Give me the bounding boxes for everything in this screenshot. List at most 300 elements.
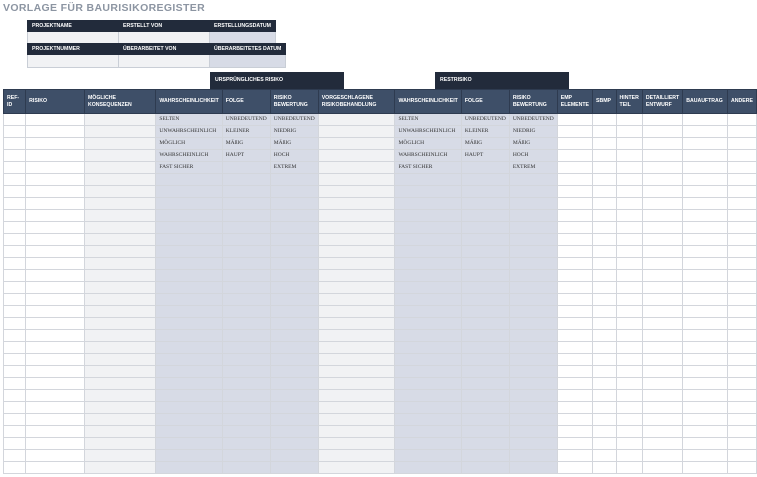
table-cell[interactable]: [270, 222, 318, 234]
table-cell[interactable]: [84, 426, 155, 438]
table-cell[interactable]: [318, 246, 395, 258]
table-cell[interactable]: [26, 246, 85, 258]
table-cell[interactable]: [593, 426, 617, 438]
table-cell[interactable]: [461, 162, 509, 174]
table-cell[interactable]: [461, 330, 509, 342]
table-cell[interactable]: [509, 366, 557, 378]
table-cell[interactable]: [509, 450, 557, 462]
table-cell[interactable]: [642, 426, 682, 438]
table-cell[interactable]: [270, 318, 318, 330]
table-cell[interactable]: [642, 126, 682, 138]
table-cell[interactable]: [4, 270, 26, 282]
table-cell[interactable]: [395, 222, 461, 234]
table-cell[interactable]: [84, 126, 155, 138]
table-cell[interactable]: [728, 450, 757, 462]
table-cell[interactable]: [4, 426, 26, 438]
table-cell[interactable]: [642, 150, 682, 162]
table-cell[interactable]: [461, 258, 509, 270]
table-cell[interactable]: [395, 402, 461, 414]
table-cell[interactable]: [461, 402, 509, 414]
likelihood-option[interactable]: MÖGLICH: [156, 138, 222, 150]
table-cell[interactable]: [461, 174, 509, 186]
table-cell[interactable]: [593, 330, 617, 342]
table-cell[interactable]: [683, 246, 728, 258]
table-cell[interactable]: [270, 282, 318, 294]
table-cell[interactable]: [4, 246, 26, 258]
col-likelihood-original[interactable]: WAHRSCHEINLICHKEIT: [156, 90, 222, 114]
table-cell[interactable]: [593, 306, 617, 318]
table-cell[interactable]: [26, 318, 85, 330]
table-cell[interactable]: [728, 306, 757, 318]
table-cell[interactable]: [84, 150, 155, 162]
table-cell[interactable]: [557, 126, 592, 138]
table-cell[interactable]: [26, 390, 85, 402]
table-cell[interactable]: [318, 462, 395, 474]
table-cell[interactable]: [84, 258, 155, 270]
table-cell[interactable]: [84, 210, 155, 222]
table-cell[interactable]: [318, 282, 395, 294]
likelihood-option[interactable]: WAHRSCHEINLICH: [395, 150, 461, 162]
table-cell[interactable]: [509, 342, 557, 354]
table-cell[interactable]: [318, 426, 395, 438]
revised-by-field[interactable]: [119, 55, 210, 68]
col-other[interactable]: ANDERE: [728, 90, 757, 114]
table-cell[interactable]: [156, 270, 222, 282]
table-cell[interactable]: [593, 246, 617, 258]
table-cell[interactable]: [683, 186, 728, 198]
table-cell[interactable]: [557, 354, 592, 366]
likelihood-option[interactable]: SELTEN: [156, 114, 222, 126]
table-cell[interactable]: [84, 234, 155, 246]
table-cell[interactable]: [593, 402, 617, 414]
table-cell[interactable]: [156, 366, 222, 378]
table-cell[interactable]: [318, 258, 395, 270]
table-cell[interactable]: [318, 318, 395, 330]
table-cell[interactable]: [593, 222, 617, 234]
table-cell[interactable]: [156, 390, 222, 402]
table-cell[interactable]: [642, 138, 682, 150]
table-cell[interactable]: [156, 198, 222, 210]
table-cell[interactable]: [26, 306, 85, 318]
table-cell[interactable]: [270, 438, 318, 450]
table-cell[interactable]: [270, 270, 318, 282]
table-cell[interactable]: [26, 162, 85, 174]
table-cell[interactable]: [222, 282, 270, 294]
rating-option[interactable]: HOCH: [270, 150, 318, 162]
table-cell[interactable]: [395, 414, 461, 426]
table-cell[interactable]: [616, 258, 642, 270]
likelihood-option[interactable]: FAST SICHER: [395, 162, 461, 174]
table-cell[interactable]: [26, 174, 85, 186]
table-cell[interactable]: [84, 198, 155, 210]
table-cell[interactable]: [395, 342, 461, 354]
table-cell[interactable]: [395, 174, 461, 186]
table-cell[interactable]: [593, 414, 617, 426]
table-cell[interactable]: [642, 390, 682, 402]
table-cell[interactable]: [270, 330, 318, 342]
table-cell[interactable]: [222, 330, 270, 342]
table-cell[interactable]: [461, 366, 509, 378]
table-cell[interactable]: [616, 414, 642, 426]
table-cell[interactable]: [84, 114, 155, 126]
table-cell[interactable]: [318, 450, 395, 462]
table-cell[interactable]: [4, 294, 26, 306]
table-cell[interactable]: [683, 270, 728, 282]
table-cell[interactable]: [642, 354, 682, 366]
table-cell[interactable]: [222, 438, 270, 450]
table-cell[interactable]: [26, 402, 85, 414]
table-cell[interactable]: [461, 462, 509, 474]
table-cell[interactable]: [84, 174, 155, 186]
table-cell[interactable]: [318, 198, 395, 210]
table-cell[interactable]: [270, 306, 318, 318]
table-cell[interactable]: [4, 186, 26, 198]
table-cell[interactable]: [616, 462, 642, 474]
consequence-option[interactable]: KLEINER: [222, 126, 270, 138]
table-cell[interactable]: [616, 294, 642, 306]
table-cell[interactable]: [642, 378, 682, 390]
table-cell[interactable]: [270, 390, 318, 402]
table-cell[interactable]: [26, 198, 85, 210]
table-cell[interactable]: [270, 414, 318, 426]
table-cell[interactable]: [4, 234, 26, 246]
table-cell[interactable]: [395, 294, 461, 306]
table-cell[interactable]: [728, 138, 757, 150]
table-cell[interactable]: [4, 162, 26, 174]
col-emp-elements[interactable]: EMP ELEMENTE: [557, 90, 592, 114]
table-cell[interactable]: [642, 246, 682, 258]
table-cell[interactable]: [509, 186, 557, 198]
table-cell[interactable]: [318, 306, 395, 318]
table-cell[interactable]: [156, 330, 222, 342]
table-cell[interactable]: [26, 378, 85, 390]
rating-option[interactable]: HOCH: [509, 150, 557, 162]
col-rating-original[interactable]: RISIKO BEWERTUNG: [270, 90, 318, 114]
table-cell[interactable]: [156, 234, 222, 246]
table-cell[interactable]: [593, 462, 617, 474]
table-cell[interactable]: [616, 162, 642, 174]
table-cell[interactable]: [222, 450, 270, 462]
table-cell[interactable]: [728, 438, 757, 450]
table-cell[interactable]: [593, 162, 617, 174]
table-cell[interactable]: [318, 294, 395, 306]
table-cell[interactable]: [461, 234, 509, 246]
table-cell[interactable]: [642, 306, 682, 318]
table-cell[interactable]: [222, 162, 270, 174]
table-cell[interactable]: [728, 354, 757, 366]
likelihood-option[interactable]: WAHRSCHEINLICH: [156, 150, 222, 162]
table-cell[interactable]: [683, 114, 728, 126]
table-cell[interactable]: [728, 294, 757, 306]
table-cell[interactable]: [683, 174, 728, 186]
table-cell[interactable]: [509, 174, 557, 186]
table-cell[interactable]: [616, 318, 642, 330]
table-cell[interactable]: [642, 462, 682, 474]
table-cell[interactable]: [270, 294, 318, 306]
table-cell[interactable]: [26, 342, 85, 354]
table-cell[interactable]: [642, 282, 682, 294]
rating-option[interactable]: UNBEDEUTEND: [270, 114, 318, 126]
table-cell[interactable]: [683, 282, 728, 294]
table-cell[interactable]: [509, 414, 557, 426]
consequence-option[interactable]: MÄßIG: [461, 138, 509, 150]
table-cell[interactable]: [26, 366, 85, 378]
table-cell[interactable]: [557, 174, 592, 186]
table-cell[interactable]: [509, 234, 557, 246]
table-cell[interactable]: [222, 258, 270, 270]
table-cell[interactable]: [593, 270, 617, 282]
table-cell[interactable]: [509, 222, 557, 234]
table-cell[interactable]: [222, 306, 270, 318]
table-cell[interactable]: [4, 222, 26, 234]
table-cell[interactable]: [728, 378, 757, 390]
table-cell[interactable]: [642, 186, 682, 198]
table-cell[interactable]: [557, 414, 592, 426]
table-cell[interactable]: [4, 282, 26, 294]
table-cell[interactable]: [318, 210, 395, 222]
table-cell[interactable]: [593, 234, 617, 246]
table-cell[interactable]: [557, 138, 592, 150]
table-cell[interactable]: [395, 318, 461, 330]
table-cell[interactable]: [84, 222, 155, 234]
table-cell[interactable]: [395, 306, 461, 318]
table-cell[interactable]: [26, 438, 85, 450]
table-cell[interactable]: [509, 330, 557, 342]
table-cell[interactable]: [728, 234, 757, 246]
table-cell[interactable]: [318, 402, 395, 414]
table-cell[interactable]: [156, 318, 222, 330]
table-cell[interactable]: [318, 378, 395, 390]
table-cell[interactable]: [395, 438, 461, 450]
table-cell[interactable]: [318, 234, 395, 246]
table-cell[interactable]: [593, 318, 617, 330]
table-cell[interactable]: [156, 414, 222, 426]
table-cell[interactable]: [156, 426, 222, 438]
table-cell[interactable]: [509, 390, 557, 402]
table-cell[interactable]: [461, 378, 509, 390]
table-cell[interactable]: [728, 174, 757, 186]
table-cell[interactable]: [509, 354, 557, 366]
table-cell[interactable]: [26, 258, 85, 270]
table-cell[interactable]: [616, 378, 642, 390]
table-cell[interactable]: [156, 294, 222, 306]
table-cell[interactable]: [557, 366, 592, 378]
table-cell[interactable]: [683, 126, 728, 138]
table-cell[interactable]: [616, 438, 642, 450]
table-cell[interactable]: [84, 390, 155, 402]
table-cell[interactable]: [683, 426, 728, 438]
table-cell[interactable]: [270, 234, 318, 246]
table-cell[interactable]: [557, 186, 592, 198]
table-cell[interactable]: [156, 246, 222, 258]
table-cell[interactable]: [616, 450, 642, 462]
table-cell[interactable]: [4, 198, 26, 210]
table-cell[interactable]: [593, 210, 617, 222]
table-cell[interactable]: [728, 186, 757, 198]
table-cell[interactable]: [222, 402, 270, 414]
table-cell[interactable]: [4, 414, 26, 426]
table-cell[interactable]: [642, 198, 682, 210]
table-cell[interactable]: [593, 114, 617, 126]
table-cell[interactable]: [557, 390, 592, 402]
table-cell[interactable]: [156, 450, 222, 462]
table-cell[interactable]: [557, 210, 592, 222]
table-cell[interactable]: [728, 246, 757, 258]
table-cell[interactable]: [26, 126, 85, 138]
table-cell[interactable]: [461, 282, 509, 294]
table-cell[interactable]: [683, 414, 728, 426]
table-cell[interactable]: [84, 378, 155, 390]
table-cell[interactable]: [593, 294, 617, 306]
table-cell[interactable]: [395, 462, 461, 474]
consequence-option[interactable]: UNBEDEUTEND: [461, 114, 509, 126]
table-cell[interactable]: [557, 450, 592, 462]
table-cell[interactable]: [156, 174, 222, 186]
table-cell[interactable]: [557, 438, 592, 450]
table-cell[interactable]: [395, 390, 461, 402]
table-cell[interactable]: [728, 282, 757, 294]
likelihood-option[interactable]: UNWAHRSCHEINLICH: [156, 126, 222, 138]
table-cell[interactable]: [593, 390, 617, 402]
table-cell[interactable]: [683, 294, 728, 306]
table-cell[interactable]: [683, 150, 728, 162]
table-cell[interactable]: [509, 438, 557, 450]
table-cell[interactable]: [84, 330, 155, 342]
table-cell[interactable]: [683, 462, 728, 474]
table-cell[interactable]: [270, 354, 318, 366]
rating-option[interactable]: NIEDRIG: [270, 126, 318, 138]
table-cell[interactable]: [509, 318, 557, 330]
table-cell[interactable]: [222, 246, 270, 258]
table-cell[interactable]: [683, 138, 728, 150]
table-cell[interactable]: [616, 234, 642, 246]
table-cell[interactable]: [642, 294, 682, 306]
table-cell[interactable]: [557, 342, 592, 354]
table-cell[interactable]: [222, 366, 270, 378]
table-cell[interactable]: [557, 294, 592, 306]
likelihood-option[interactable]: FAST SICHER: [156, 162, 222, 174]
table-cell[interactable]: [222, 198, 270, 210]
table-cell[interactable]: [222, 426, 270, 438]
table-cell[interactable]: [84, 270, 155, 282]
table-cell[interactable]: [84, 450, 155, 462]
table-cell[interactable]: [4, 126, 26, 138]
table-cell[interactable]: [616, 150, 642, 162]
table-cell[interactable]: [26, 210, 85, 222]
table-cell[interactable]: [461, 294, 509, 306]
table-cell[interactable]: [728, 390, 757, 402]
table-cell[interactable]: [461, 390, 509, 402]
table-cell[interactable]: [395, 330, 461, 342]
table-cell[interactable]: [683, 438, 728, 450]
table-cell[interactable]: [26, 270, 85, 282]
table-cell[interactable]: [26, 450, 85, 462]
table-cell[interactable]: [728, 342, 757, 354]
table-cell[interactable]: [395, 186, 461, 198]
table-cell[interactable]: [616, 282, 642, 294]
table-cell[interactable]: [318, 330, 395, 342]
table-cell[interactable]: [156, 258, 222, 270]
table-cell[interactable]: [156, 462, 222, 474]
table-cell[interactable]: [222, 354, 270, 366]
table-cell[interactable]: [270, 402, 318, 414]
table-cell[interactable]: [461, 222, 509, 234]
table-cell[interactable]: [26, 138, 85, 150]
table-cell[interactable]: [616, 114, 642, 126]
table-cell[interactable]: [557, 222, 592, 234]
table-cell[interactable]: [4, 366, 26, 378]
table-cell[interactable]: [4, 258, 26, 270]
table-cell[interactable]: [4, 438, 26, 450]
table-cell[interactable]: [557, 330, 592, 342]
table-cell[interactable]: [26, 282, 85, 294]
table-cell[interactable]: [84, 462, 155, 474]
table-cell[interactable]: [683, 342, 728, 354]
table-cell[interactable]: [318, 354, 395, 366]
table-cell[interactable]: [642, 330, 682, 342]
table-cell[interactable]: [642, 318, 682, 330]
table-cell[interactable]: [593, 450, 617, 462]
table-cell[interactable]: [4, 354, 26, 366]
table-cell[interactable]: [509, 426, 557, 438]
table-cell[interactable]: [395, 366, 461, 378]
table-cell[interactable]: [222, 414, 270, 426]
table-cell[interactable]: [557, 462, 592, 474]
table-cell[interactable]: [26, 414, 85, 426]
table-cell[interactable]: [461, 186, 509, 198]
table-cell[interactable]: [84, 402, 155, 414]
table-cell[interactable]: [557, 426, 592, 438]
revised-date-field[interactable]: [210, 55, 286, 68]
table-cell[interactable]: [593, 354, 617, 366]
table-cell[interactable]: [222, 294, 270, 306]
rating-option[interactable]: NIEDRIG: [509, 126, 557, 138]
table-cell[interactable]: [593, 438, 617, 450]
table-cell[interactable]: [4, 174, 26, 186]
table-cell[interactable]: [156, 186, 222, 198]
table-cell[interactable]: [318, 390, 395, 402]
likelihood-option[interactable]: UNWAHRSCHEINLICH: [395, 126, 461, 138]
table-cell[interactable]: [616, 402, 642, 414]
table-cell[interactable]: [616, 342, 642, 354]
table-cell[interactable]: [4, 390, 26, 402]
table-cell[interactable]: [616, 426, 642, 438]
table-cell[interactable]: [616, 270, 642, 282]
table-cell[interactable]: [593, 174, 617, 186]
table-cell[interactable]: [728, 150, 757, 162]
table-cell[interactable]: [4, 450, 26, 462]
table-cell[interactable]: [616, 366, 642, 378]
table-cell[interactable]: [642, 342, 682, 354]
table-cell[interactable]: [222, 378, 270, 390]
table-cell[interactable]: [4, 138, 26, 150]
rating-option[interactable]: MÄßIG: [509, 138, 557, 150]
table-cell[interactable]: [557, 246, 592, 258]
table-cell[interactable]: [683, 390, 728, 402]
table-cell[interactable]: [642, 438, 682, 450]
table-cell[interactable]: [4, 342, 26, 354]
table-cell[interactable]: [728, 126, 757, 138]
table-cell[interactable]: [318, 222, 395, 234]
col-consequences[interactable]: MÖGLICHE KONSEQUENZEN: [84, 90, 155, 114]
table-cell[interactable]: [593, 138, 617, 150]
table-cell[interactable]: [395, 210, 461, 222]
table-cell[interactable]: [593, 342, 617, 354]
table-cell[interactable]: [395, 378, 461, 390]
table-cell[interactable]: [593, 378, 617, 390]
table-cell[interactable]: [509, 294, 557, 306]
table-cell[interactable]: [270, 462, 318, 474]
